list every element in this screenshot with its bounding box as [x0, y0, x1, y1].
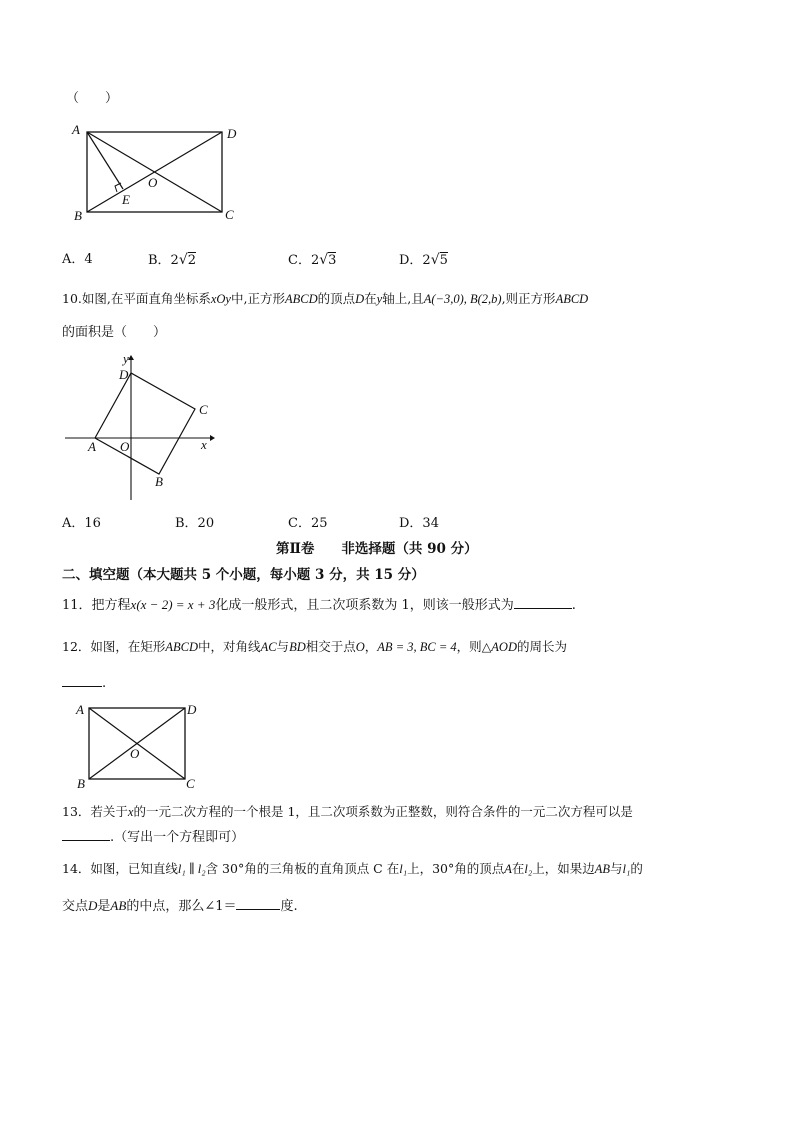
q14-answer-blank[interactable] [236, 897, 280, 910]
q10-label-A: A [88, 439, 96, 454]
q9-option-b: B．2√2 [148, 252, 197, 268]
q9-option-d: D．2√5 [399, 252, 448, 268]
q9-option-c: C．2√3 [288, 252, 337, 268]
q10-option-b: B．20 [175, 516, 215, 531]
q10-option-d: D．34 [399, 516, 439, 531]
q13-stem-line2: .（写出一个方程即可） [62, 828, 244, 847]
q10-label-O: O [120, 439, 130, 454]
q12-label-O: O [130, 746, 140, 761]
q9-label-C: C [225, 207, 234, 222]
q10-stem-line1: 10.如图,在平面直角坐标系xOy中,正方形ABCD的顶点D在y轴上,且A(−3,0), B(2,b),则正方形ABCD [62, 291, 589, 306]
q12-answer-blank[interactable] [62, 674, 102, 687]
q10-square-figure [62, 352, 222, 502]
q10-label-C: C [199, 402, 208, 417]
q12-stem-line1: 12．如图，在矩形ABCD中，对角线AC与BD相交于点O，AB = 3, BC = 4，则△AOD的周长为 [62, 639, 568, 654]
q12-label-D: D [187, 702, 197, 717]
q13-answer-blank[interactable] [62, 828, 110, 841]
q9-label-B: B [74, 208, 82, 223]
part2-heading: 第Ⅱ卷 非选择题（共 90 分） [276, 541, 478, 557]
q12-rectangle-figure [72, 700, 207, 792]
q9-rectangle-figure [62, 120, 252, 230]
q10-label-x: x [201, 437, 207, 452]
q13-stem-line1: 13．若关于x的一元二次方程的一个根是 1，且二次项系数为正整数，则符合条件的一元二次方程可以是 [62, 804, 633, 819]
q9-label-D: D [227, 126, 237, 141]
section2-heading: 二、填空题（本大题共 5 个小题，每小题 3 分，共 15 分） [62, 567, 425, 583]
q10-option-a: A．16 [62, 516, 101, 531]
q11-stem: 11．把方程x(x − 2) = x + 3化成一般形式，且二次项系数为 1，则该一般形式为 . [62, 597, 576, 613]
q9-option-a: A．4 [62, 252, 93, 267]
q12-label-B: B [77, 776, 85, 791]
q10-label-D: D [119, 367, 129, 382]
q10-stem-line2: 的面积是（ ） [62, 325, 167, 340]
q12-label-A: A [76, 702, 84, 717]
q9-answer-paren: （ ） [66, 91, 119, 106]
q10-option-c: C．25 [288, 516, 328, 531]
q9-label-A: A [72, 122, 80, 137]
q14-stem-line1: 14．如图，已知直线l₁ ∥ l₂含 30°角的三角板的直角顶点 C 在l₁上，30°角的顶点A在l₂上，如果边AB与l₁的 [62, 861, 643, 876]
q9-label-E: E [122, 192, 130, 207]
q11-answer-blank[interactable] [514, 596, 572, 609]
q10-label-y: y [123, 351, 129, 366]
q9-label-O: O [148, 175, 158, 190]
q10-label-B: B [155, 474, 163, 489]
q12-label-C: C [186, 776, 195, 791]
q12-stem-line2: . [62, 674, 106, 693]
q14-stem-line2: 交点D是AB的中点，那么∠1＝ 度. [62, 898, 298, 914]
